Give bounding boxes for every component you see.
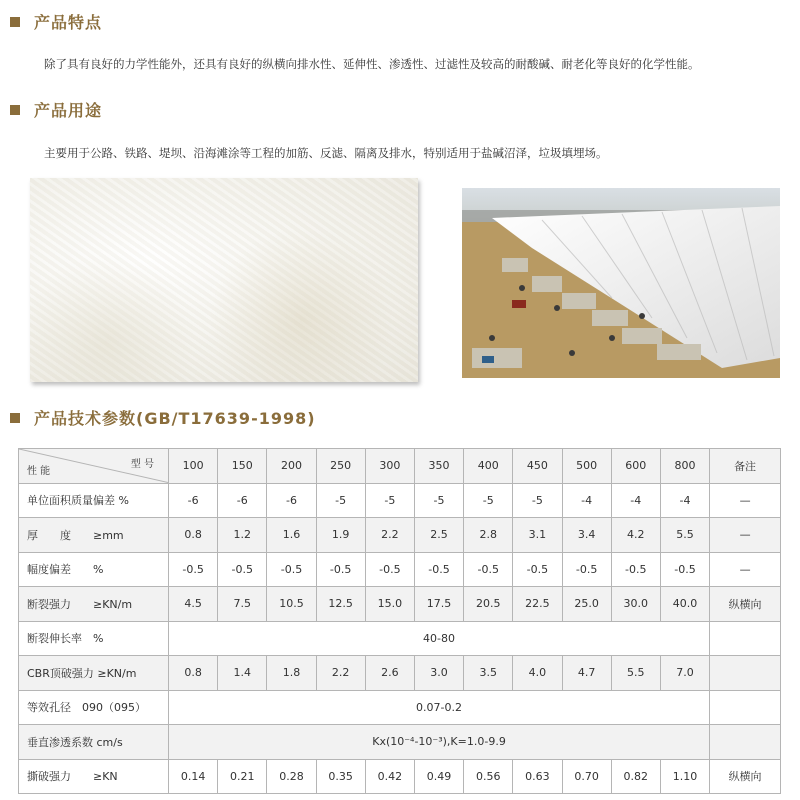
table-row	[19, 587, 781, 622]
value-cell: 1.2	[218, 518, 267, 553]
table-row	[19, 483, 781, 518]
value-cell: -5	[513, 483, 562, 518]
row-label-cell: 单位面积质量偏差 %	[19, 483, 169, 518]
value-cell: 2.6	[365, 656, 414, 691]
value-cell: 5.5	[660, 518, 709, 553]
value-cell: -4	[611, 483, 660, 518]
value-cell: 1.9	[316, 518, 365, 553]
features-text: 除了具有良好的力学性能外，还具有良好的纵横向排水性、延伸性、渗透性、过滤性及较高的耐酸碱、耐老化等良好的化学性能。	[44, 57, 700, 71]
model-header-cell: 250	[316, 449, 365, 484]
value-cell: -0.5	[464, 552, 513, 587]
note-cell: —	[710, 552, 781, 587]
value-cell: -5	[464, 483, 513, 518]
table-row	[19, 621, 781, 656]
header-corner-cell: 型 号 性 能	[19, 449, 169, 484]
value-cell: -5	[365, 483, 414, 518]
note-cell: 纵横向	[710, 587, 781, 622]
value-cell: 25.0	[562, 587, 611, 622]
row-label-cell: 厚 度 ≥mm	[19, 518, 169, 553]
model-header-cell: 200	[267, 449, 316, 484]
value-cell: -0.5	[365, 552, 414, 587]
model-header-cell: 800	[660, 449, 709, 484]
value-cell: 0.35	[316, 759, 365, 794]
model-header-cell: 350	[414, 449, 463, 484]
specs-heading: 产品技术参数(GB/T17639-1998)	[10, 406, 316, 429]
model-header-cell: 300	[365, 449, 414, 484]
value-cell: 2.8	[464, 518, 513, 553]
value-cell: -6	[169, 483, 218, 518]
value-cell: 10.5	[267, 587, 316, 622]
value-cell: 1.6	[267, 518, 316, 553]
table-row	[19, 690, 781, 725]
table-row	[19, 518, 781, 553]
value-cell: 1.4	[218, 656, 267, 691]
value-cell: 0.70	[562, 759, 611, 794]
value-cell: 1.8	[267, 656, 316, 691]
heading-bullet-icon	[10, 17, 20, 27]
value-cell: 0.28	[267, 759, 316, 794]
value-cell: 15.0	[365, 587, 414, 622]
value-cell: 0.49	[414, 759, 463, 794]
value-cell: 0.8	[169, 656, 218, 691]
value-cell: -0.5	[611, 552, 660, 587]
value-cell: -5	[316, 483, 365, 518]
value-cell: -4	[660, 483, 709, 518]
merged-value-cell: 40-80	[169, 621, 710, 656]
heading-bullet-icon	[10, 413, 20, 423]
row-label-cell: 撕破强力 ≥KN	[19, 759, 169, 794]
value-cell: -6	[218, 483, 267, 518]
value-cell: -0.5	[660, 552, 709, 587]
note-header-cell: 备注	[710, 449, 781, 484]
value-cell: -0.5	[218, 552, 267, 587]
row-label-cell: 断裂强力 ≥KN/m	[19, 587, 169, 622]
value-cell: 3.5	[464, 656, 513, 691]
specs-table	[18, 448, 781, 794]
value-cell: -0.5	[513, 552, 562, 587]
note-cell: —	[710, 483, 781, 518]
merged-value-cell: 0.07-0.2	[169, 690, 710, 725]
row-label-cell: CBR顶破强力 ≥KN/m	[19, 656, 169, 691]
table-row	[19, 759, 781, 794]
value-cell: 0.56	[464, 759, 513, 794]
heading-bullet-icon	[10, 105, 20, 115]
value-cell: 0.82	[611, 759, 660, 794]
value-cell: 0.14	[169, 759, 218, 794]
value-cell: 2.5	[414, 518, 463, 553]
value-cell: 0.21	[218, 759, 267, 794]
model-header-cell: 500	[562, 449, 611, 484]
value-cell: 40.0	[660, 587, 709, 622]
table-header-row	[19, 449, 781, 484]
features-heading: 产品特点	[10, 10, 102, 33]
model-header-cell: 600	[611, 449, 660, 484]
note-cell: 纵横向	[710, 759, 781, 794]
note-cell	[710, 656, 781, 691]
value-cell: 3.4	[562, 518, 611, 553]
model-header-cell: 150	[218, 449, 267, 484]
note-cell	[710, 621, 781, 656]
value-cell: 12.5	[316, 587, 365, 622]
value-cell: -0.5	[267, 552, 316, 587]
value-cell: 4.7	[562, 656, 611, 691]
value-cell: 7.0	[660, 656, 709, 691]
value-cell: 17.5	[414, 587, 463, 622]
row-label-cell: 幅度偏差 %	[19, 552, 169, 587]
value-cell: -6	[267, 483, 316, 518]
value-cell: 0.8	[169, 518, 218, 553]
value-cell: 7.5	[218, 587, 267, 622]
value-cell: 1.10	[660, 759, 709, 794]
row-label-cell: 等效孔径 090（095）	[19, 690, 169, 725]
specs-table-container	[18, 448, 780, 794]
table-row	[19, 656, 781, 691]
value-cell: 3.1	[513, 518, 562, 553]
construction-site-photo	[462, 188, 780, 378]
value-cell: 22.5	[513, 587, 562, 622]
geotextile-fabric-photo	[30, 178, 418, 382]
model-header-cell: 450	[513, 449, 562, 484]
row-label-cell: 垂直渗透系数 cm/s	[19, 725, 169, 760]
value-cell: 0.42	[365, 759, 414, 794]
value-cell: 30.0	[611, 587, 660, 622]
value-cell: -0.5	[169, 552, 218, 587]
note-cell	[710, 690, 781, 725]
value-cell: -0.5	[562, 552, 611, 587]
uses-text: 主要用于公路、铁路、堤坝、沿海滩涂等工程的加筋、反滤、隔离及排水，特别适用于盐碱沼泽，垃圾填埋场。	[44, 146, 608, 160]
note-cell	[710, 725, 781, 760]
merged-value-cell: Kx(10⁻⁴-10⁻³),K=1.0-9.9	[169, 725, 710, 760]
value-cell: 5.5	[611, 656, 660, 691]
table-row	[19, 725, 781, 760]
uses-heading: 产品用途	[10, 98, 102, 121]
value-cell: 3.0	[414, 656, 463, 691]
value-cell: 4.0	[513, 656, 562, 691]
value-cell: 4.2	[611, 518, 660, 553]
value-cell: 0.63	[513, 759, 562, 794]
value-cell: -5	[414, 483, 463, 518]
model-header-cell: 400	[464, 449, 513, 484]
model-header-cell: 100	[169, 449, 218, 484]
construction-site-illustration	[462, 188, 780, 378]
note-cell: —	[710, 518, 781, 553]
value-cell: 4.5	[169, 587, 218, 622]
value-cell: 2.2	[365, 518, 414, 553]
value-cell: -0.5	[414, 552, 463, 587]
value-cell: 20.5	[464, 587, 513, 622]
row-label-cell: 断裂伸长率 %	[19, 621, 169, 656]
value-cell: -0.5	[316, 552, 365, 587]
table-row	[19, 552, 781, 587]
value-cell: -4	[562, 483, 611, 518]
value-cell: 2.2	[316, 656, 365, 691]
